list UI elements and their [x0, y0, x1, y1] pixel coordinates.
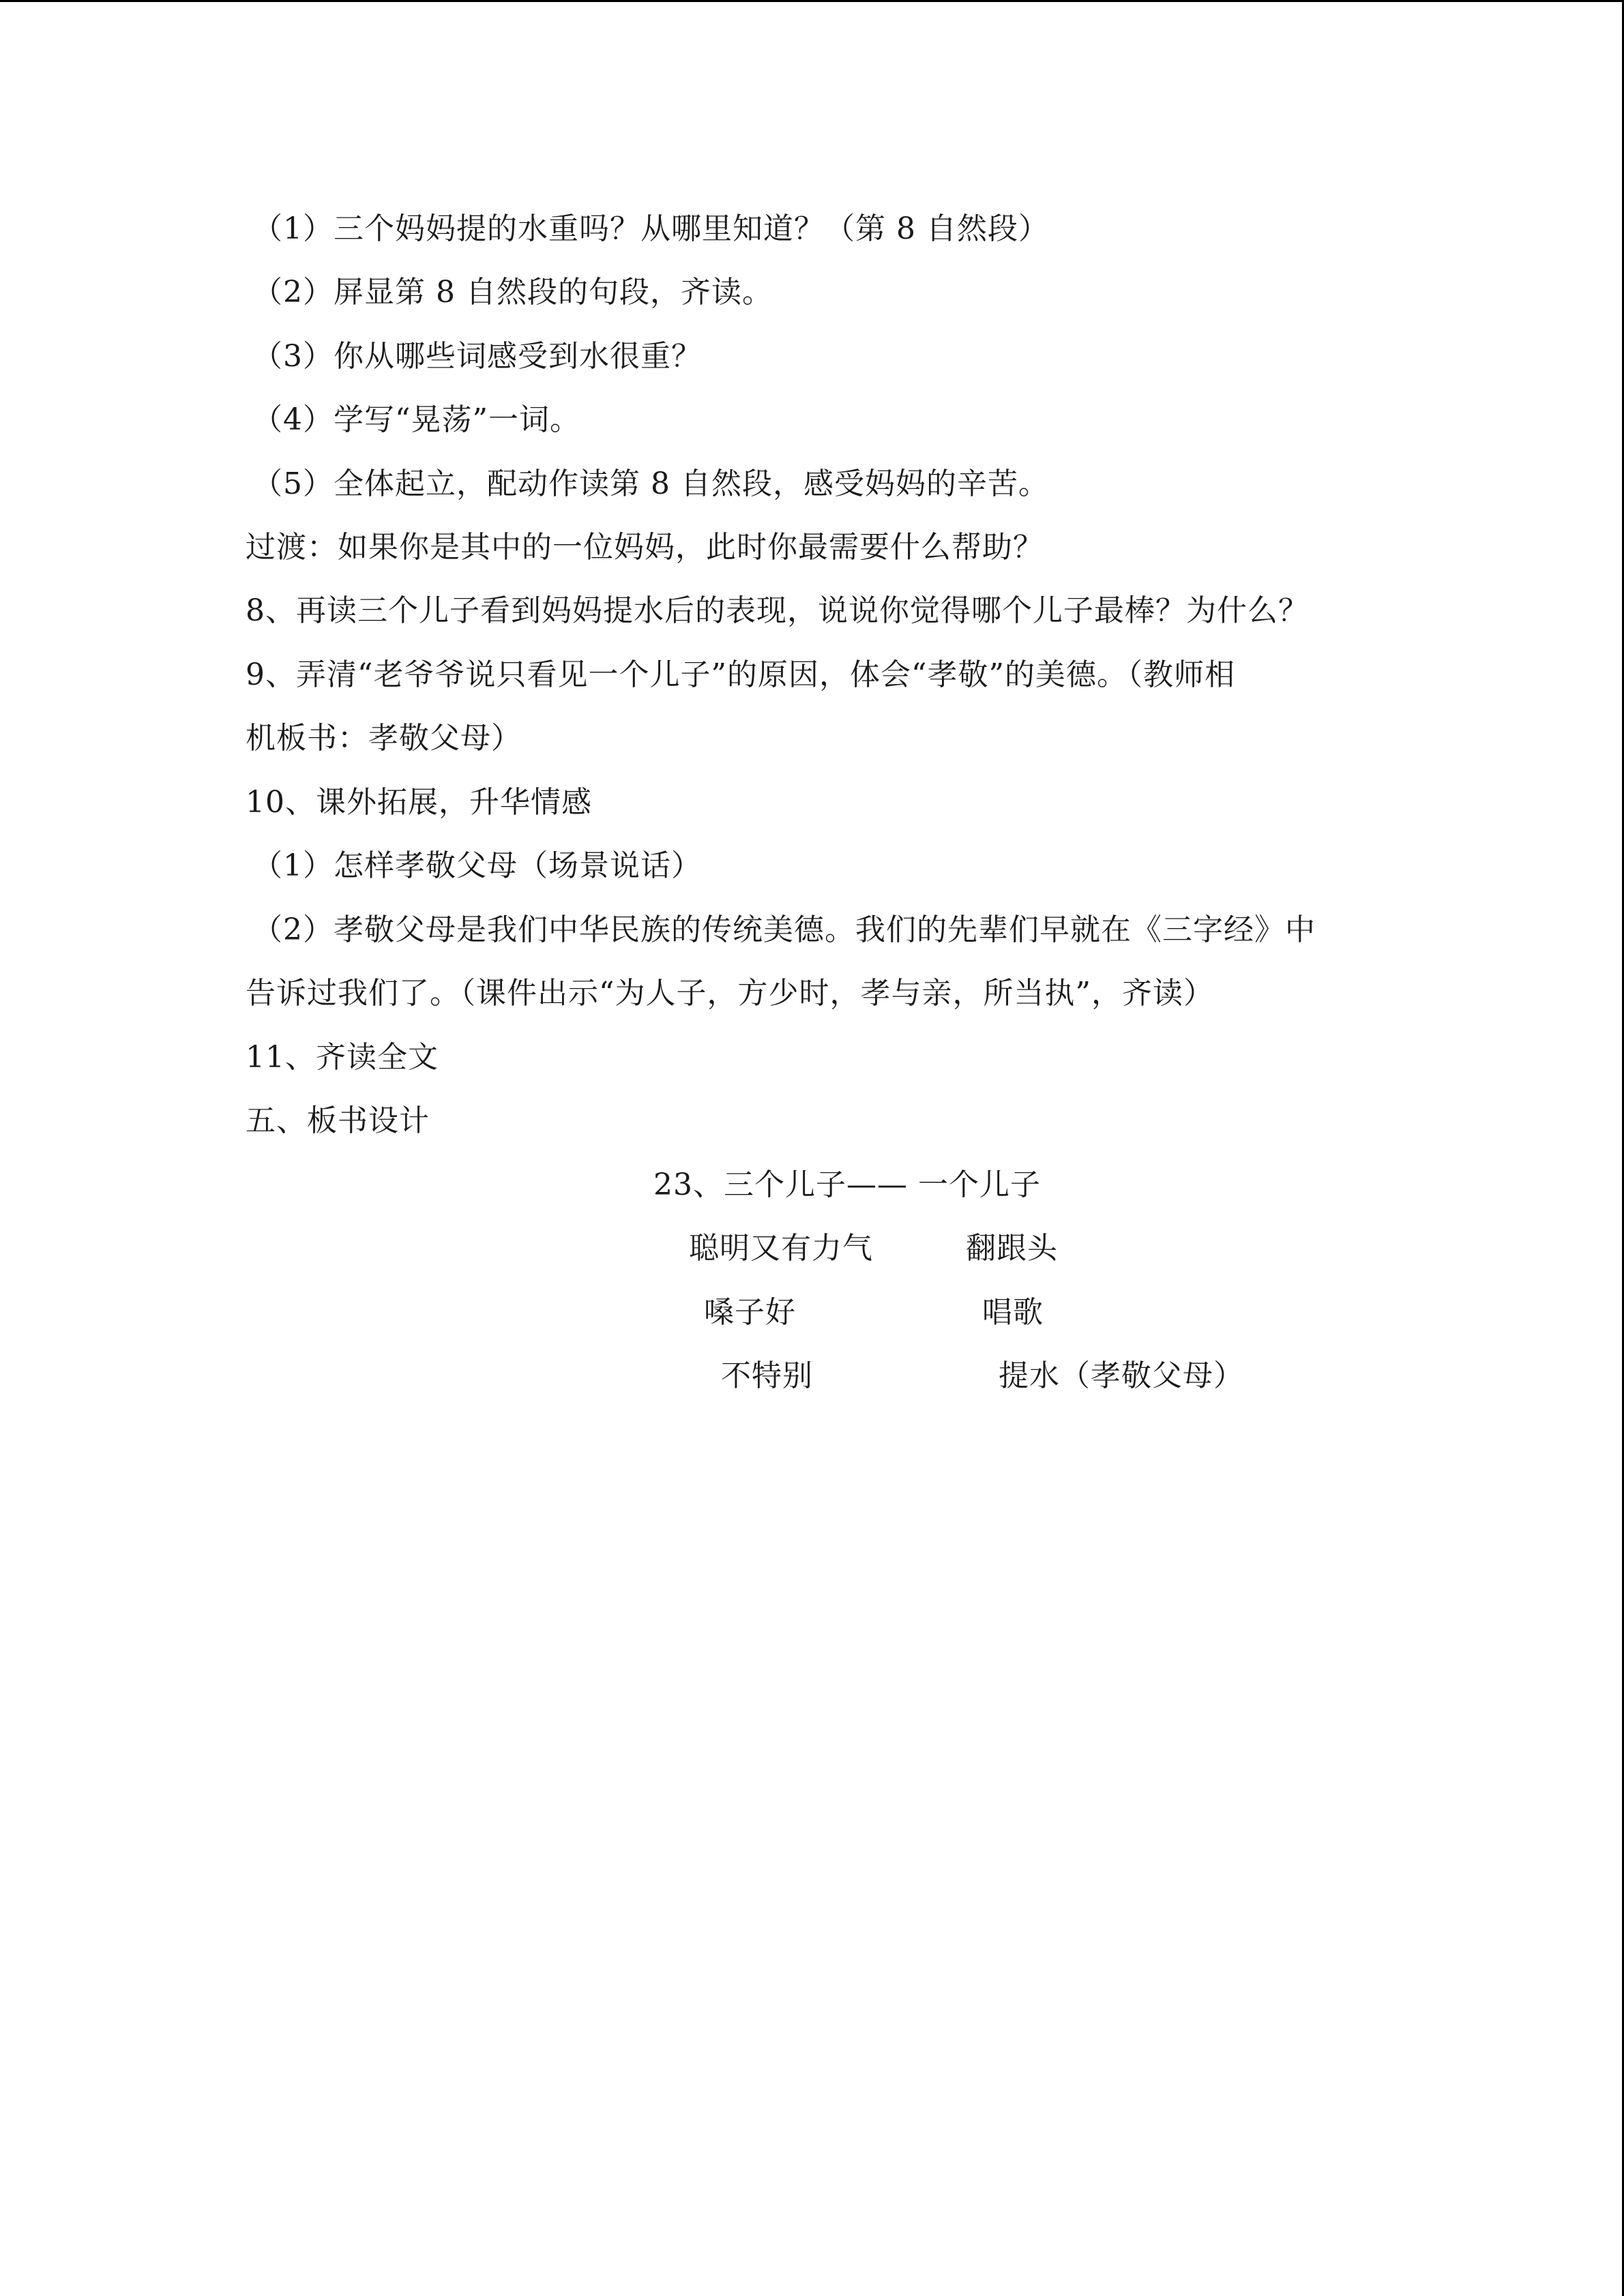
- item-11: 11、齐读全文: [246, 1040, 439, 1075]
- item-10-heading: 10、课外拓展，升华情感: [246, 785, 592, 820]
- board-row-3-right: 提水（孝敬父母）: [999, 1358, 1244, 1393]
- board-title: 23、三个儿子—— 一个儿子: [653, 1167, 1041, 1202]
- section-board-design-heading: 五、板书设计: [246, 1103, 430, 1138]
- step-4-write: （4）学写“晃荡”一词。: [252, 402, 580, 437]
- transition-text: 过渡：如果你是其中的一位妈妈，此时你最需要什么帮助？: [246, 530, 1044, 565]
- page-top-border: [0, 0, 1624, 2]
- item-10-sub-2-continued: 告诉过我们了。（课件出示“为人子，方少时，孝与亲，所当执”，齐读）: [246, 976, 1214, 1011]
- board-row-3-left: 不特别: [721, 1358, 813, 1393]
- board-row-2-right: 唱歌: [982, 1295, 1044, 1330]
- board-row-1-right: 翻跟头: [966, 1231, 1058, 1266]
- step-5-act: （5）全体起立，配动作读第 8 自然段，感受妈妈的辛苦。: [252, 466, 1049, 501]
- item-10-sub-2: （2）孝敬父母是我们中华民族的传统美德。我们的先辈们早就在《三字经》中: [252, 912, 1316, 947]
- step-1-question: （1）三个妈妈提的水重吗？从哪里知道？（第 8 自然段）: [252, 211, 1049, 246]
- item-9: 9、弄清“老爷爷说只看见一个儿子”的原因，体会“孝敬”的美德。（教师相: [246, 657, 1235, 692]
- board-row-2-left: 嗓子好: [704, 1295, 796, 1330]
- item-10-sub-1: （1）怎样孝敬父母（场景说话）: [252, 848, 702, 883]
- board-row-1-left: 聪明又有力气: [689, 1231, 873, 1266]
- step-3-question: （3）你从哪些词感受到水很重？: [252, 339, 702, 374]
- item-9-continued: 机板书：孝敬父母）: [246, 721, 522, 756]
- item-8: 8、再读三个儿子看到妈妈提水后的表现，说说你觉得哪个儿子最棒？为什么？: [246, 593, 1309, 628]
- step-2-read: （2）屏显第 8 自然段的句段，齐读。: [252, 275, 773, 310]
